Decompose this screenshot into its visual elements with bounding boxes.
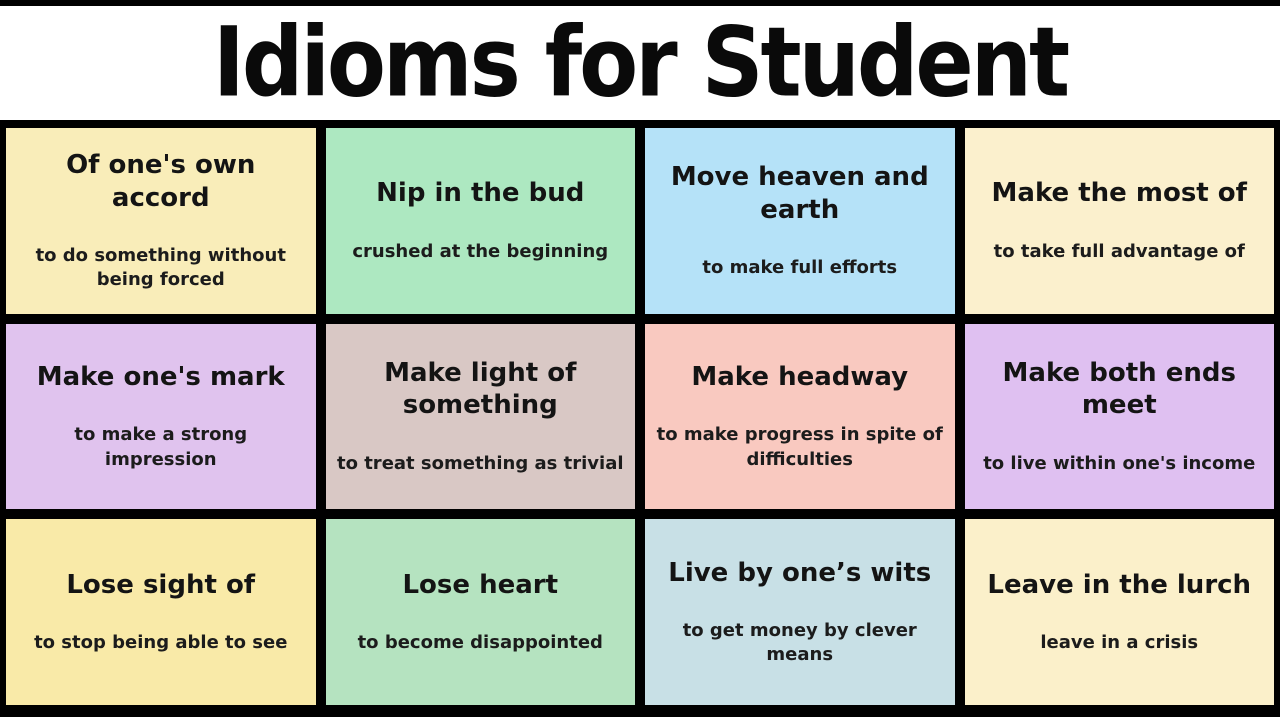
idiom-card	[6, 324, 316, 510]
idiom-phrase: Lose heart	[402, 569, 559, 600]
idiom-definition: crushed at the beginning	[352, 240, 609, 262]
poster-header	[0, 6, 1280, 120]
idiom-phrase: Move heaven and earth	[670, 162, 929, 225]
idiom-phrase: Make one's mark	[36, 361, 285, 392]
idiom-definition: to stop being able to see	[34, 632, 288, 654]
idiom-card	[645, 324, 955, 510]
idiom-card	[326, 324, 636, 510]
idiom-definition: to take full advantage of	[993, 240, 1245, 262]
idiom-definition: to live within one's income	[983, 452, 1256, 474]
page-title: Idioms for Student	[212, 7, 1068, 119]
idiom-definition: to do something without being forced	[35, 245, 286, 291]
idiom-phrase: Of one's own accord	[66, 150, 256, 213]
idiom-card	[645, 519, 955, 705]
idiom-grid	[0, 120, 1280, 717]
idiom-phrase: Live by one’s wits	[668, 557, 932, 588]
idiom-card	[326, 519, 636, 705]
idiom-card	[6, 128, 316, 314]
idiom-definition: to make a strong impression	[74, 424, 248, 470]
idiom-phrase: Nip in the bud	[376, 178, 585, 209]
idiom-phrase: Make both ends meet	[1002, 357, 1236, 421]
idiom-definition: to make progress in spite of difficulties	[656, 424, 943, 470]
idiom-card	[965, 519, 1275, 705]
idiom-phrase: Make the most of	[991, 178, 1247, 209]
idiom-card	[965, 128, 1275, 314]
idiom-phrase: Lose sight of	[66, 569, 256, 600]
idiom-definition: to make full efforts	[702, 257, 898, 279]
idiom-card	[326, 128, 636, 314]
idiom-card	[965, 324, 1275, 510]
idiom-card	[645, 128, 955, 314]
idiom-phrase: Make headway	[691, 361, 909, 392]
idiom-definition: to get money by clever means	[682, 620, 917, 666]
idiom-definition: to become disappointed	[357, 632, 603, 654]
idiom-definition: to treat something as trivial	[336, 452, 624, 474]
idiom-phrase: Leave in the lurch	[987, 569, 1252, 600]
idiom-definition: leave in a crisis	[1040, 632, 1199, 654]
idiom-card	[6, 519, 316, 705]
idiom-phrase: Make light of something	[384, 357, 577, 421]
